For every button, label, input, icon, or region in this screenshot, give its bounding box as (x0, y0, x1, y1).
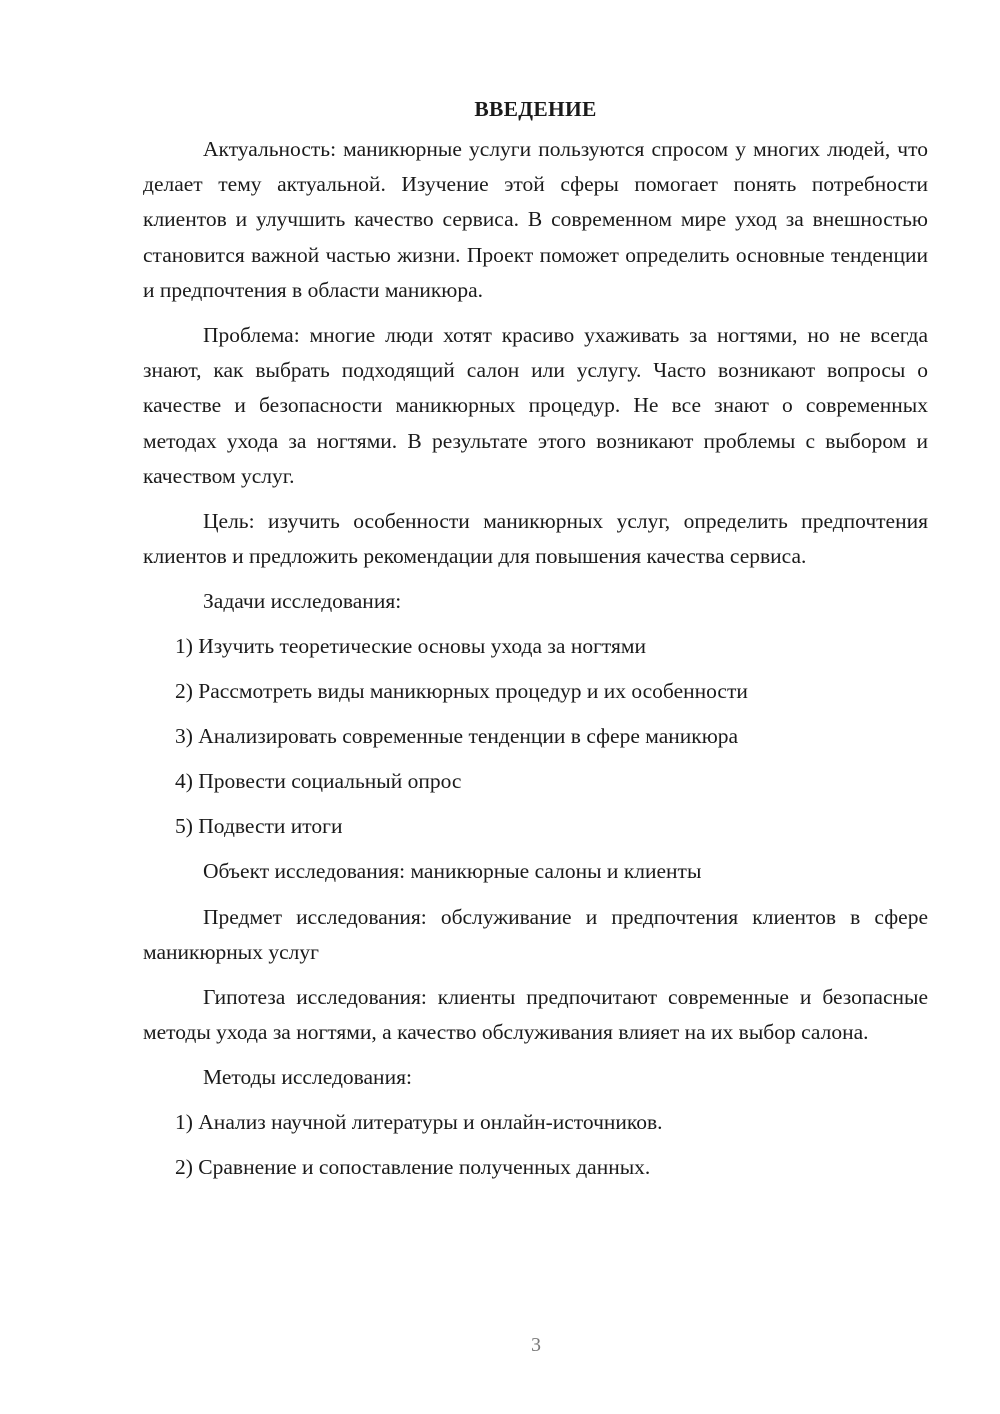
goal-paragraph: Цель: изучить особенности маникюрных услуг, определить предпочтения клиентов и предложить рекомендации для повышения качества сервиса. (143, 509, 928, 569)
method-item: 1) Анализ научной литературы и онлайн-источников. (175, 1110, 663, 1135)
tasks-heading: Задачи исследования: (203, 589, 402, 614)
task-item: 1) Изучить теоретические основы ухода за ногтями (175, 634, 647, 659)
hypothesis-paragraph: Гипотеза исследования: клиенты предпочитают современные и безопасные методы ухода за ногтями, а качество обслуживания влияет на их выбор салона. (143, 985, 928, 1045)
method-item: 2) Сравнение и сопоставление полученных данных. (175, 1155, 651, 1180)
page-number: 3 (531, 1334, 541, 1356)
subject-paragraph: Предмет исследования: обслуживание и предпочтения клиентов в сфере маникюрных услуг (143, 904, 928, 964)
section-title: ВВЕДЕНИЕ (474, 97, 597, 121)
task-item: 2) Рассмотреть виды маникюрных процедур и их особенности (175, 679, 748, 704)
methods-heading: Методы исследования: (203, 1065, 412, 1090)
task-item: 4) Провести социальный опрос (175, 769, 462, 794)
object-paragraph: Объект исследования: маникюрные салоны и клиенты (203, 859, 702, 884)
page-content (143, 92, 928, 1195)
methods-list (143, 1105, 928, 1185)
task-item: 5) Подвести итоги (175, 814, 343, 839)
relevance-paragraph: Актуальность: маникюрные услуги пользуются спросом у многих людей, что делает тему актуальной. Изучение этой сферы помогает понять потребности клиентов и улучшить качество сервиса. В современном мире уход за внешностью становится важной частью жизни. Проект поможет определить основные тенденции и предпочтения в области маникюра. (143, 137, 928, 302)
problem-paragraph: Проблема: многие люди хотят красиво ухаживать за ногтями, но не всегда знают, как выбрать подходящий салон или услугу. Часто возникают вопросы о качестве и безопасности маникюрных процедур. Не все знают о современных методах ухода за ногтями. В результате этого возникают проблемы с выбором и качеством услуг. (143, 323, 928, 488)
task-item: 3) Анализировать современные тенденции в сфере маникюра (175, 724, 739, 749)
tasks-list (143, 629, 928, 844)
